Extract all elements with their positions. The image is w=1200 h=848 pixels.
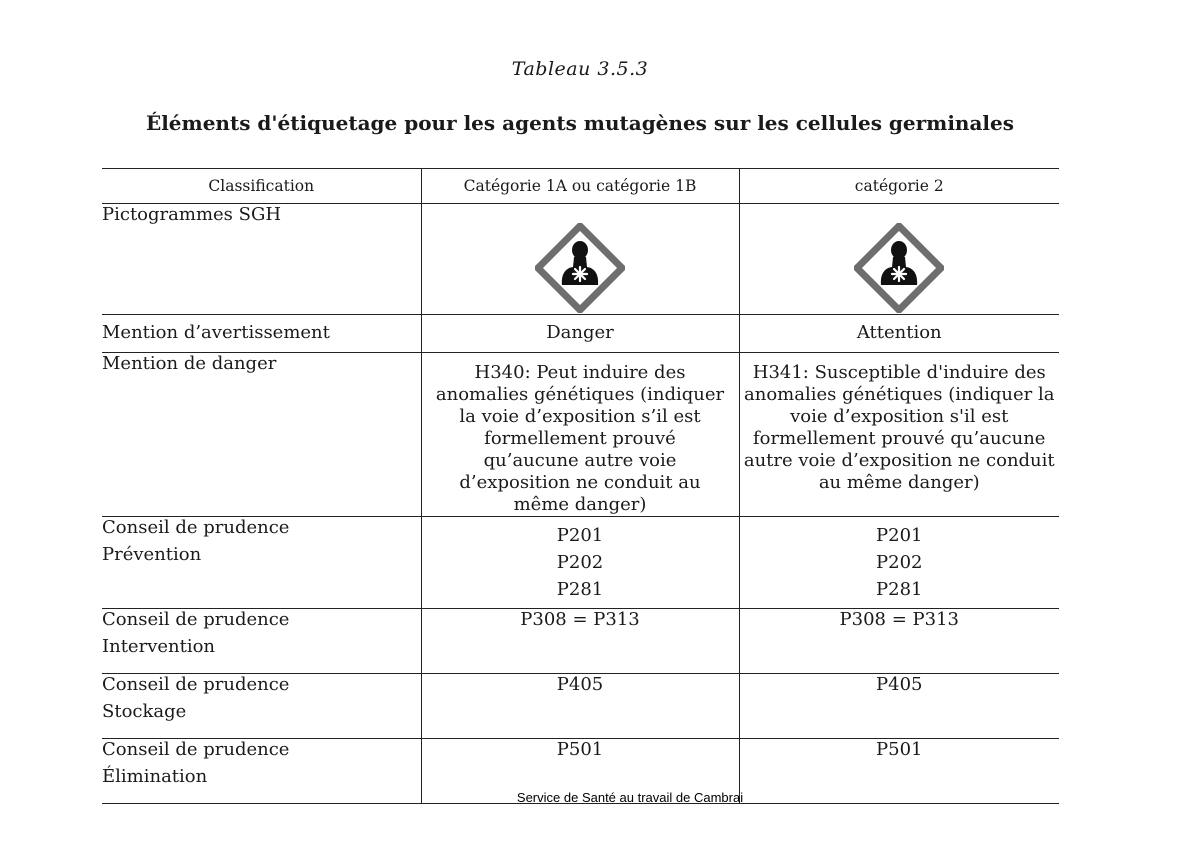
storage-cat2: P405 [739,674,1059,739]
table-row [102,609,1059,674]
disposal-cat2: P501 [739,739,1059,804]
row-label-intervention [102,609,421,674]
precaution-code: P281 [876,579,923,600]
health-hazard-icon [535,223,625,313]
intervention-cat1: P308 = P313 [421,609,739,674]
table-row [102,204,1059,315]
table-row [102,353,1059,517]
label-line-2: Intervention [102,636,216,657]
table-caption: Tableau 3.5.3 [511,58,649,80]
row-label-signal-word: Mention d’avertissement [102,315,421,353]
storage-cat1: P405 [421,674,739,739]
health-hazard-icon [854,223,944,313]
label-line-2: Élimination [102,766,208,787]
labelling-table [102,168,1059,804]
table-row [102,674,1059,739]
row-label-prevention [102,517,421,609]
header-category-2: catégorie 2 [739,169,1059,204]
label-line-1: Conseil de prudence [102,739,290,760]
label-line-2: Prévention [102,544,202,565]
intervention-cat2: P308 = P313 [739,609,1059,674]
label-line-1: Conseil de prudence [102,674,290,695]
precaution-code: P201 [556,525,604,546]
precaution-code: P281 [556,579,604,600]
hazard-statement-cat1: H340: Peut induire des anomalies génétiques (indiquer la voie d’exposition s’il est formellement prouvé qu’aucune autre voie d’exposition ne conduit au même danger) [421,353,739,517]
row-label-storage [102,674,421,739]
row-label-pictograms: Pictogrammes SGH [102,204,421,315]
label-line-1: Conseil de prudence [102,609,290,630]
header-category-1: Catégorie 1A ou catégorie 1B [421,169,739,204]
row-label-hazard-statement: Mention de danger [102,353,421,517]
page-footer: Service de Santé au travail de Cambrai [516,790,744,805]
precaution-code: P201 [876,525,923,546]
prevention-cat1 [421,517,739,609]
precaution-code: P202 [876,552,923,573]
disposal-cat1: P501 [421,739,739,804]
table-header-row [102,169,1059,204]
signal-word-cat2: Attention [739,315,1059,353]
table-row [102,315,1059,353]
signal-word-cat1: Danger [421,315,739,353]
table-row [102,517,1059,609]
prevention-cat2 [739,517,1059,609]
page-title: Éléments d'étiquetage pour les agents mutagènes sur les cellules germinales [145,111,1015,135]
precaution-code: P202 [556,552,604,573]
pictogram-cell-cat2 [739,204,1059,315]
pictogram-cell-cat1 [421,204,739,315]
label-line-2: Stockage [102,701,187,722]
hazard-statement-cat2: H341: Susceptible d'induire des anomalies génétiques (indiquer la voie d’exposition s'il est formellement prouvé qu’aucune autre voie d’exposition ne conduit au même danger) [739,353,1059,517]
header-classification: Classification [102,169,421,204]
label-line-1: Conseil de prudence [102,517,290,538]
